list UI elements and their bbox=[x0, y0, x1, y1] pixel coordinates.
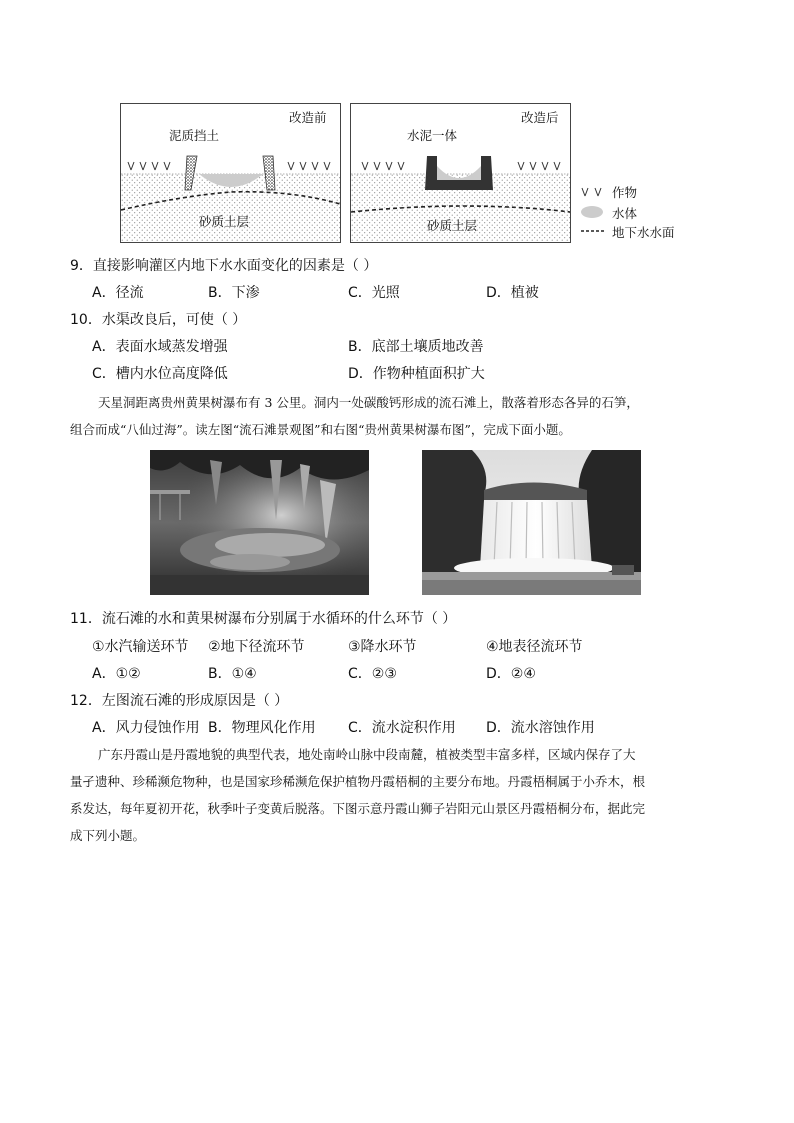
passage-2-line-1: 广东丹霞山是丹霞地貌的典型代表，地处南岭山脉中段南麓，植被类型丰富多样，区域内保存了大 bbox=[98, 747, 636, 762]
q11-item-3: ③降水环节 bbox=[348, 639, 417, 655]
q9-option-d[interactable]: D．植被 bbox=[486, 285, 539, 301]
before-wall-label: 泥质挡土 bbox=[169, 128, 220, 143]
after-wall-label: 水泥一体 bbox=[407, 128, 458, 143]
q9-option-a[interactable]: A．径流 bbox=[92, 285, 144, 301]
q11-option-a[interactable]: A．①② bbox=[92, 666, 141, 682]
cave-image bbox=[150, 450, 369, 595]
q12-option-a[interactable]: A．风力侵蚀作用 bbox=[92, 720, 200, 736]
q9-option-b[interactable]: B．下渗 bbox=[208, 285, 260, 301]
before-label: 改造前 bbox=[289, 110, 327, 125]
diagram-legend bbox=[580, 183, 692, 241]
water-legend-icon bbox=[580, 205, 606, 219]
question-12-stem: 12．左图流石滩的形成原因是（ ） bbox=[70, 693, 289, 709]
groundwater-legend-icon bbox=[580, 224, 606, 238]
question-9-stem: 9．直接影响灌区内地下水水面变化的因素是（ ） bbox=[70, 258, 378, 274]
huangguoshu-waterfall-photo bbox=[422, 450, 641, 595]
before-soil-label: 砂质土层 bbox=[199, 214, 250, 229]
q12-option-c[interactable]: C．流水淀积作用 bbox=[348, 720, 456, 736]
passage-2-line-4: 成下列小题。 bbox=[70, 828, 146, 843]
question-11-stem: 11．流石滩的水和黄果树瀑布分别属于水循环的什么环节（ ） bbox=[70, 611, 457, 627]
q10-option-d[interactable]: D．作物种植面积扩大 bbox=[348, 366, 485, 382]
q12-option-d[interactable]: D．流水溶蚀作用 bbox=[486, 720, 595, 736]
passage-1-line-2: 组合而成“八仙过海”。读左图“流石滩景观图”和右图“贵州黄果树瀑布图”，完成下面小题。 bbox=[70, 422, 571, 437]
crop-legend-icon bbox=[580, 184, 606, 198]
q11-option-b[interactable]: B．①④ bbox=[208, 666, 257, 682]
q11-item-1: ①水汽输送环节 bbox=[92, 639, 189, 655]
after-soil-label: 砂质土层 bbox=[427, 218, 478, 233]
passage-1-line-1: 天星洞距离贵州黄果树瀑布有 3 公里。洞内一处碳酸钙形成的流石滩上，散落着形态各异的石笋， bbox=[98, 395, 639, 410]
q11-item-2: ②地下径流环节 bbox=[208, 639, 305, 655]
q10-option-c[interactable]: C．槽内水位高度降低 bbox=[92, 366, 228, 382]
waterfall-image bbox=[422, 450, 641, 595]
passage-2-line-3: 系发达，每年夏初开花，秋季叶子变黄后脱落。下图示意丹霞山狮子岩阳元山景区丹霞梧桐分布，据此完 bbox=[70, 801, 646, 816]
q11-option-c[interactable]: C．②③ bbox=[348, 666, 397, 682]
q9-option-c[interactable]: C．光照 bbox=[348, 285, 400, 301]
q10-option-b[interactable]: B．底部土壤质地改善 bbox=[348, 339, 484, 355]
question-10-stem: 10．水渠改良后，可使（ ） bbox=[70, 312, 247, 328]
q11-option-d[interactable]: D．②④ bbox=[486, 666, 536, 682]
legend-crops: 作物 bbox=[612, 185, 638, 200]
diagram-before-panel bbox=[120, 103, 341, 243]
diagram-after-panel bbox=[350, 103, 571, 243]
stone-beach-photo bbox=[150, 450, 369, 595]
passage-2-line-2: 量孑遗种、珍稀濒危物种，也是国家珍稀濒危保护植物丹霞梧桐的主要分布地。丹霞梧桐属于小乔木，根 bbox=[70, 774, 646, 789]
passage-2 bbox=[70, 741, 730, 849]
legend-groundwater: 地下水水面 bbox=[612, 225, 675, 240]
q11-item-4: ④地表径流环节 bbox=[486, 639, 583, 655]
q12-option-b[interactable]: B．物理风化作用 bbox=[208, 720, 316, 736]
after-label: 改造后 bbox=[521, 110, 559, 125]
legend-water: 水体 bbox=[612, 206, 638, 221]
passage-1 bbox=[70, 389, 730, 443]
q10-option-a[interactable]: A．表面水域蒸发增强 bbox=[92, 339, 228, 355]
